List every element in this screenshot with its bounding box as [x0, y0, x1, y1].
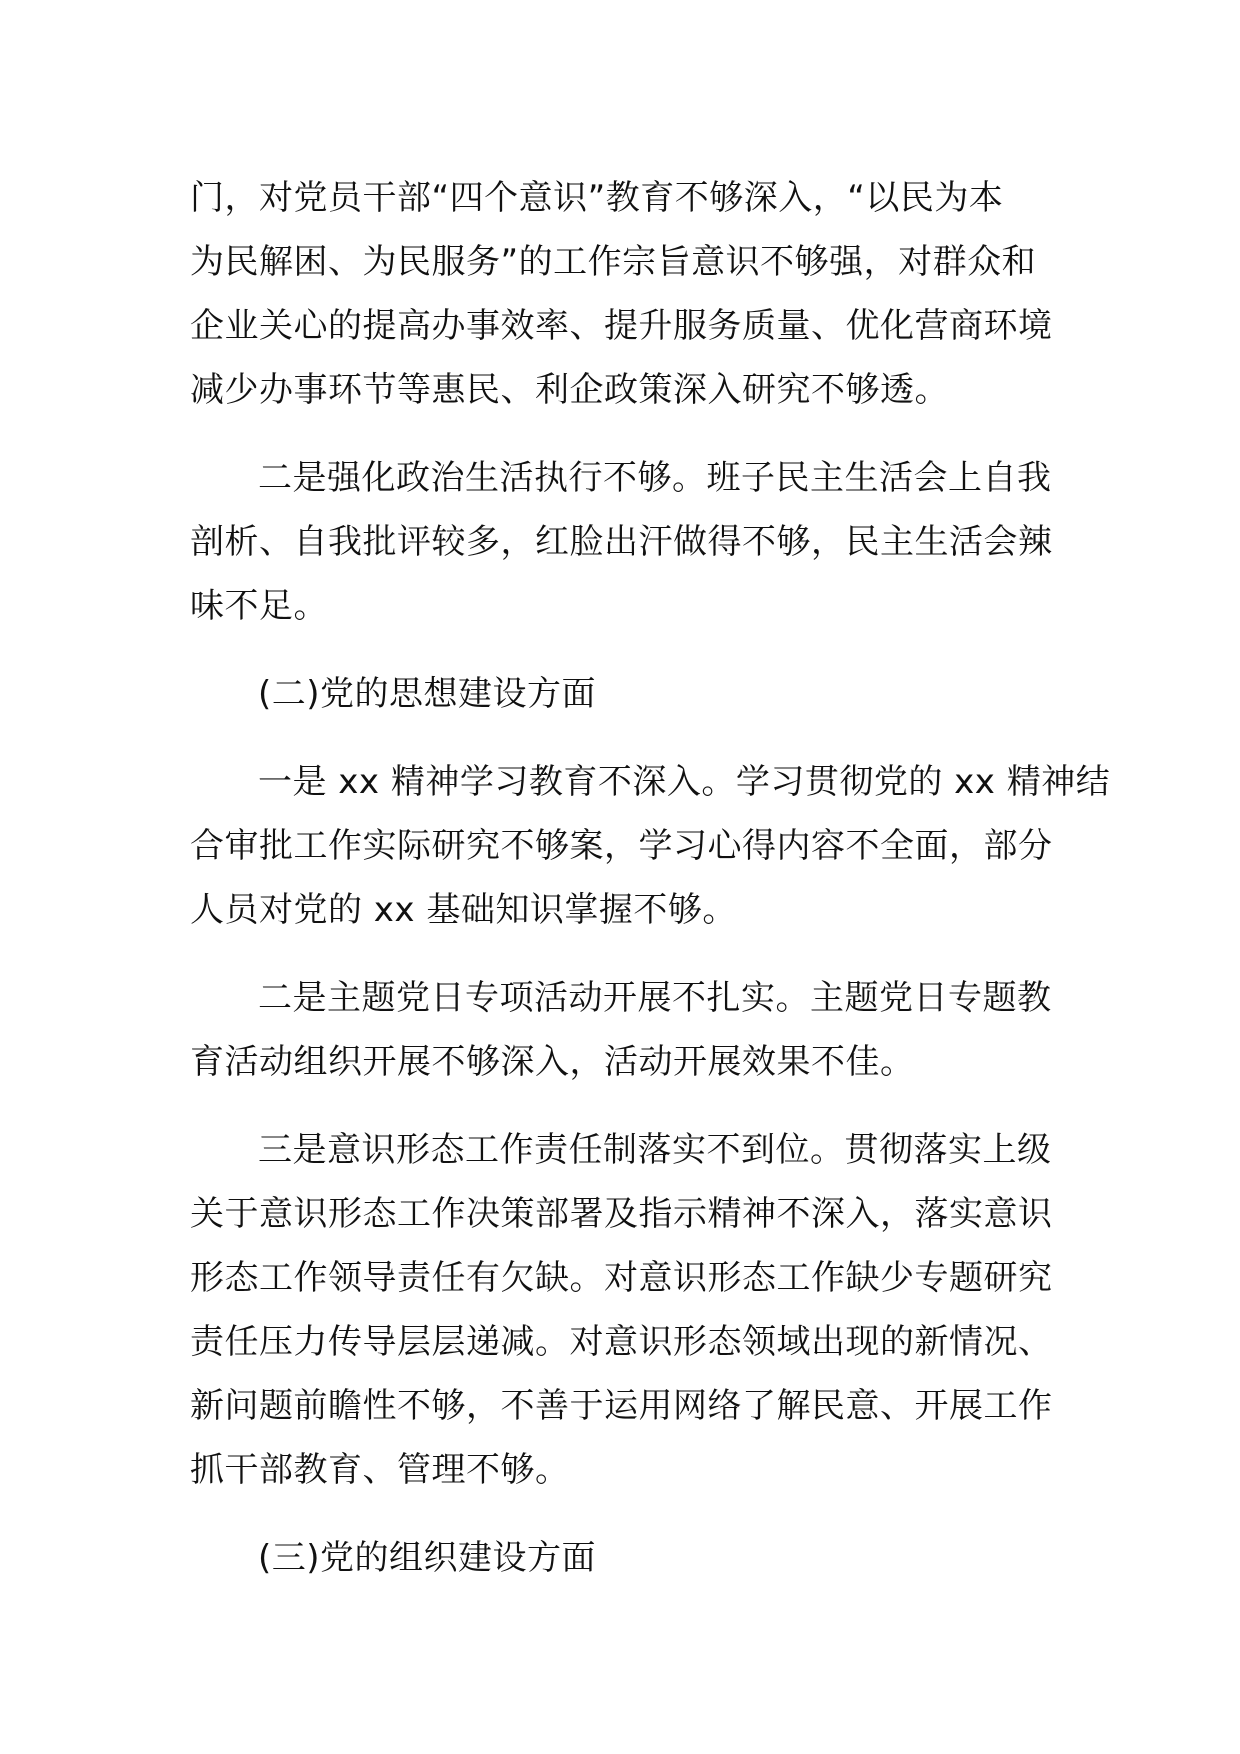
text-line: 人员对党的 xx 基础知识掌握不够。 — [190, 890, 737, 930]
text-line: 减少办事环节等惠民、利企政策深入研究不够透。 — [190, 370, 949, 410]
text-line: 剖析、自我批评较多，红脸出汗做得不够，民主生活会辣 — [190, 522, 1053, 562]
heading-text: (三)党的组织建设方面 — [258, 1538, 597, 1578]
document-body — [190, 166, 1111, 1614]
text-line: 二是强化政治生活执行不够。班子民主生活会上自我 — [258, 458, 1052, 498]
text-line: 育活动组织开展不够深入，活动开展效果不佳。 — [190, 1042, 915, 1082]
text-line: 形态工作领导责任有欠缺。对意识形态工作缺少专题研究 — [190, 1258, 1053, 1298]
section-heading-2 — [190, 662, 1066, 726]
text-line: 三是意识形态工作责任制落实不到位。贯彻落实上级 — [258, 1130, 1052, 1170]
paragraph-2 — [190, 446, 1066, 638]
text-line: 二是主题党日专项活动开展不扎实。主题党日专题教 — [258, 978, 1052, 1018]
text-line: 企业关心的提高办事效率、提升服务质量、优化营商环境 — [190, 306, 1053, 346]
text-line: 味不足。 — [190, 586, 328, 626]
text-line: 责任压力传导层层递减。对意识形态领域出现的新情况、 — [190, 1322, 1053, 1362]
text-line: 为民解困、为民服务”的工作宗旨意识不够强，对群众和 — [190, 242, 1037, 282]
text-line: 关于意识形态工作决策部署及指示精神不深入，落实意识 — [190, 1194, 1053, 1234]
section-heading-3 — [190, 1526, 1066, 1590]
text-line: 门，对党员干部“四个意识”教育不够深入，“以民为本 — [190, 178, 1004, 218]
paragraph-1 — [190, 166, 1066, 422]
text-line: 新问题前瞻性不够，不善于运用网络了解民意、开展工作 — [190, 1386, 1053, 1426]
text-line: 合审批工作实际研究不够案，学习心得内容不全面，部分 — [190, 826, 1053, 866]
paragraph-4 — [190, 966, 1066, 1094]
paragraph-3 — [190, 750, 1111, 942]
paragraph-5 — [190, 1118, 1066, 1502]
text-line: 抓干部教育、管理不够。 — [190, 1450, 570, 1490]
text-line: 一是 xx 精神学习教育不深入。学习贯彻党的 xx 精神结 — [258, 762, 1111, 802]
heading-text: (二)党的思想建设方面 — [258, 674, 597, 714]
